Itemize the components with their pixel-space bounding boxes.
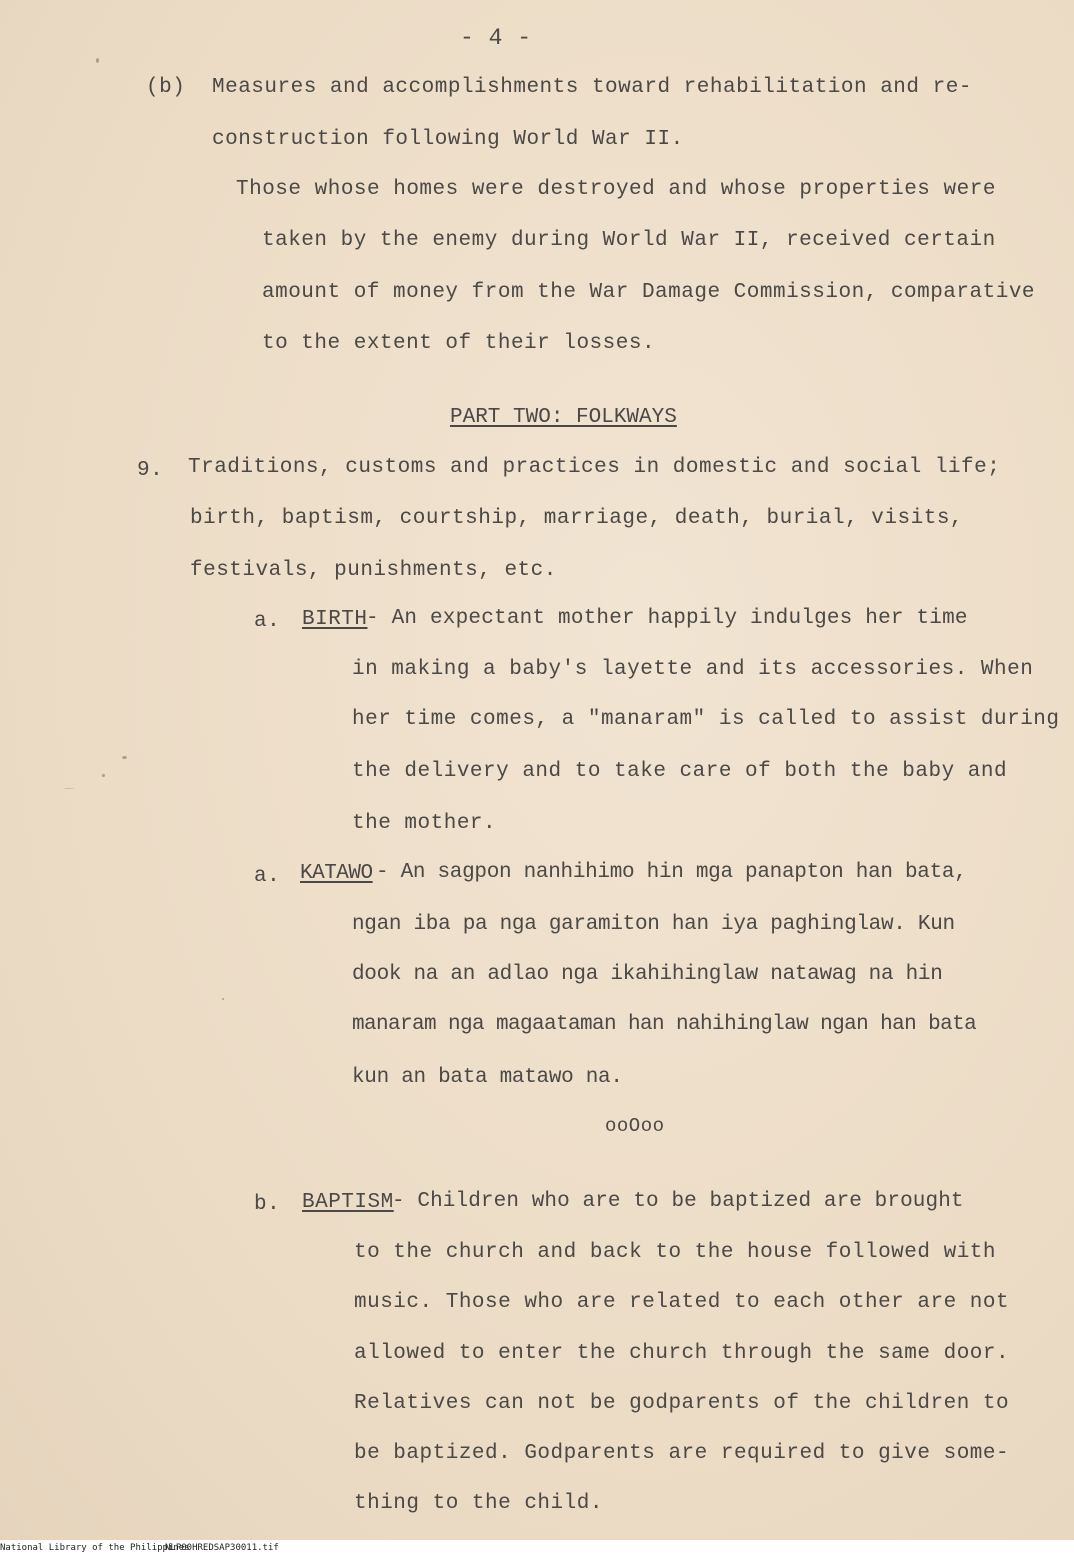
section-b-line-2: construction following World War II. — [212, 128, 684, 151]
katawo-line-4: manaram nga magaataman han nahihinglaw ngan han bata — [352, 1013, 977, 1036]
section-b-para-line-2: taken by the enemy during World War II, received certain — [262, 229, 996, 252]
katawo-heading: KATAWO — [300, 862, 373, 885]
page-number: - 4 - — [460, 25, 532, 51]
footer-source: National Library of the Philippines — [0, 1543, 190, 1553]
baptism-line-5: Relatives can not be godparents of the children to — [354, 1392, 1010, 1415]
part-two-heading: PART TWO: FOLKWAYS — [450, 406, 677, 429]
birth-letter: a. — [254, 610, 281, 633]
baptism-line-3: music. Those who are related to each other are not — [354, 1291, 1010, 1314]
birth-line-2: in making a baby's layette and its accessories. When — [352, 658, 1034, 681]
birth-line-5: the mother. — [352, 812, 497, 835]
paper-speck — [102, 774, 105, 777]
katawo-line-2: ngan iba pa nga garamiton han iya paghinglaw. Kun — [352, 913, 955, 936]
birth-line-3: her time comes, a "manaram" is called to assist during — [352, 708, 1060, 731]
katawo-line-5: kun an bata matawo na. — [352, 1066, 623, 1089]
paper-speck — [96, 58, 99, 63]
separator-ornament: ooOoo — [605, 1115, 665, 1137]
scan-footer — [0, 1540, 1074, 1557]
birth-first-line: - An expectant mother happily indulges her time — [366, 607, 968, 630]
section-b-para-line-1: Those whose homes were destroyed and whose properties were — [236, 178, 996, 201]
item-9-line-2: birth, baptism, courtship, marriage, death, burial, visits, — [190, 507, 964, 530]
baptism-first-line: - Children who are to be baptized are brought — [392, 1190, 964, 1213]
baptism-line-6: be baptized. Godparents are required to give some- — [354, 1442, 1010, 1465]
baptism-heading: BAPTISM — [302, 1191, 394, 1214]
paper-speck — [64, 788, 74, 789]
paper-speck — [122, 756, 127, 759]
section-b-para-line-3: amount of money from the War Damage Commission, comparative — [262, 281, 1036, 304]
katawo-letter: a. — [254, 865, 281, 888]
baptism-line-2: to the church and back to the house followed with — [354, 1241, 997, 1264]
baptism-line-7: thing to the child. — [354, 1492, 603, 1515]
paper-speck — [222, 998, 224, 1000]
item-9-line-3: festivals, punishments, etc. — [190, 559, 557, 582]
baptism-line-4: allowed to enter the church through the same door. — [354, 1342, 1010, 1365]
baptism-letter: b. — [254, 1193, 281, 1216]
birth-line-4: the delivery and to take care of both the baby and — [352, 760, 1008, 783]
footer-filename: NLP00HREDSAP30011.tif — [165, 1543, 279, 1553]
item-9-line-1: Traditions, customs and practices in domestic and social life; — [188, 456, 1001, 479]
katawo-line-3: dook na an adlao nga ikahihinglaw natawag na hin — [352, 963, 943, 986]
section-b-para-line-4: to the extent of their losses. — [262, 332, 656, 355]
section-b-label: (b) — [146, 76, 186, 99]
katawo-first-line: - An sagpon nanhihimo hin mga panapton han bata, — [376, 861, 967, 884]
item-9-number: 9. — [137, 459, 164, 482]
section-b-line-1: Measures and accomplishments toward rehabilitation and re- — [212, 76, 972, 99]
birth-heading: BIRTH — [302, 608, 368, 631]
